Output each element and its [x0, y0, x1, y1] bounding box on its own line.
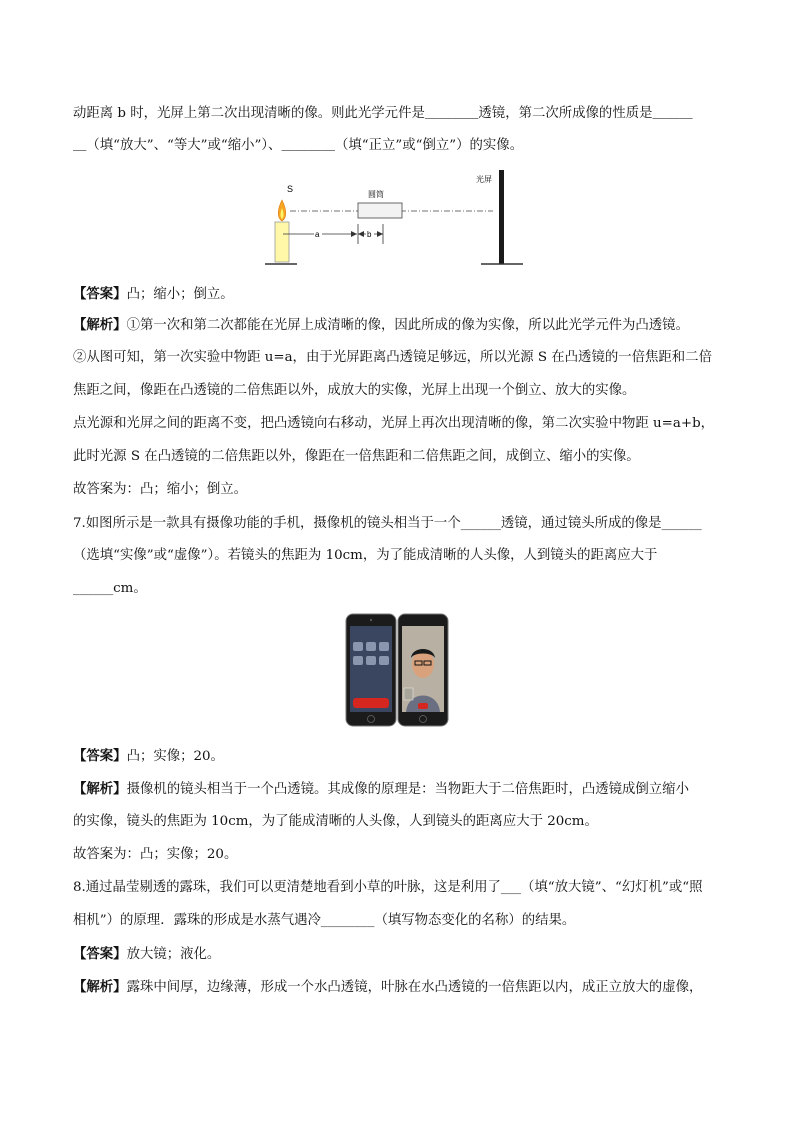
explanation-tag: 【解析】 [73, 317, 127, 333]
explanation-tag: 【解析】 [73, 979, 127, 995]
summary-line: 故答案为：凸；缩小；倒立。 [73, 482, 248, 497]
text-line: ______cm。 [73, 581, 147, 596]
screen-shape [499, 170, 504, 264]
answer-line [73, 945, 220, 964]
text-line: （选填“实像”或“虚像”）。若镜头的焦距为 10cm，为了能成清晰的人头像，人到镜头的距离应大于 [73, 548, 658, 563]
explanation-text: ①第一次和第二次都能在光屏上成清晰的像，因此所成的像为实像，所以此光学元件为凸透镜。 [126, 318, 689, 333]
answer-text: 放大镜；液化。 [126, 947, 221, 962]
dimension-a-arrow [351, 231, 357, 237]
dimension-b-arrow [358, 231, 364, 237]
answer-tag: 【答案】 [73, 748, 127, 764]
ui-key [379, 642, 389, 651]
tube-shape [358, 203, 402, 218]
speaker-dot [370, 619, 372, 621]
answer-text: 凸；缩小；倒立。 [126, 287, 234, 302]
explanation-line [73, 780, 689, 799]
phone-image-svg [344, 612, 450, 730]
pip-view [404, 688, 413, 700]
ui-key [366, 642, 376, 651]
label-tube: 圆筒 [368, 190, 384, 199]
ui-key [353, 642, 363, 651]
text-line: 焦距之间，像距在凸透镜的二倍焦距以外，成放大的实像，光屏上出现一个倒立、放大的实像。 [73, 383, 636, 398]
answer-line [73, 747, 224, 766]
explanation-line [73, 978, 702, 997]
label-b: b [367, 230, 372, 239]
text-line: 相机”）的原理．露珠的形成是水蒸气遇冷________（填写物态变化的名称）的结果。 [73, 913, 576, 928]
ui-key [366, 656, 376, 665]
dimension-b-arrow [377, 231, 383, 237]
explanation-text: 露珠中间厚，边缘薄，形成一个水凸透镜，叶脉在水凸透镜的一倍焦距以内，成正立放大的虚像， [126, 980, 703, 995]
explanation-text: 摄像机的镜头相当于一个凸透镜。其成像的原理是：当物距大于二倍焦距时，凸透镜成倒立缩小 [126, 782, 689, 797]
ui-key [353, 656, 363, 665]
summary-line: 故答案为：凸；实像；20。 [73, 847, 238, 862]
end-call-button [418, 703, 428, 709]
answer-text: 凸；实像；20。 [126, 749, 224, 764]
text-line: 动距离 b 时，光屏上第二次出现清晰的像。则此光学元件是＿＿＿＿透镜，第二次所成像的性质是＿＿＿ [73, 106, 693, 121]
explanation-tag: 【解析】 [73, 781, 127, 797]
text-line: ②从图可知，第一次实验中物距 u=a，由于光屏距离凸透镜足够远，所以光源 S 在凸透镜的一倍焦距和二倍 [73, 350, 712, 365]
optics-diagram-svg [265, 168, 525, 270]
optics-diagram [265, 168, 525, 270]
label-screen: 光屏 [476, 175, 492, 184]
text-line: 此时光源 S 在凸透镜的二倍焦距以外，像距在一倍焦距和二倍焦距之间，成倒立、缩小的实像。 [73, 449, 640, 464]
text-line: 的实像，镜头的焦距为 10cm，为了能成清晰的人头像，人到镜头的距离应大于 20cm。 [73, 814, 598, 829]
question-line: 8.通过晶莹剔透的露珠，我们可以更清楚地看到小草的叶脉，这是利用了___（填“放大镜”、“幻灯机”或“照 [73, 880, 703, 895]
answer-line [73, 285, 234, 304]
label-s: S [287, 184, 294, 194]
ui-key [379, 656, 389, 665]
answer-tag: 【答案】 [73, 946, 127, 962]
question-line: 7.如图所示是一款具有摄像功能的手机，摄像机的镜头相当于一个______透镜，通过镜头所成的像是______ [73, 516, 702, 531]
end-call-button [353, 698, 389, 708]
candle-body [275, 222, 289, 262]
explanation-line [73, 316, 689, 335]
answer-tag: 【答案】 [73, 286, 127, 302]
text-line: ＿（填“放大”、“等大”或“缩小”）、＿＿＿＿（填“正立”或“倒立”）的实像。 [73, 138, 524, 153]
label-a: a [315, 230, 320, 239]
text-line: 点光源和光屏之间的距离不变，把凸透镜向右移动，光屏上再次出现清晰的像，第二次实验中物距 u=a+b， [73, 416, 715, 431]
phone-image [344, 612, 450, 730]
